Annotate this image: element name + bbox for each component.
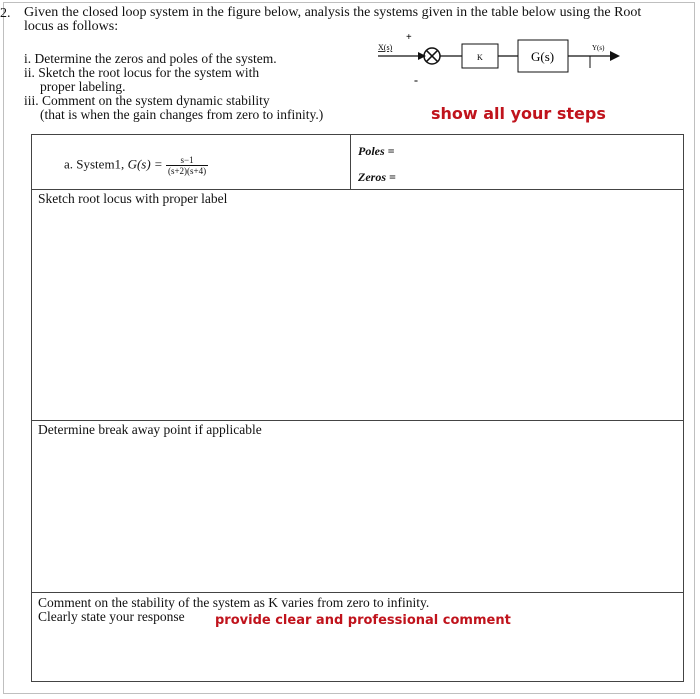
tf-numerator: s−1 — [166, 155, 208, 166]
gain-label: K — [477, 53, 483, 62]
question-number: 2. — [0, 6, 11, 21]
plus-sign: + — [406, 32, 412, 43]
system-cell — [64, 155, 208, 176]
tf-denominator: (s+2)(s+4) — [167, 166, 207, 176]
question-intro: Given the closed loop system in the figure below, analysis the systems given in the table below using the Root locus as follows: — [24, 5, 642, 34]
zeros-label: Zeros = — [358, 170, 396, 184]
root-locus-label: Sketch root locus with proper label — [38, 191, 228, 206]
system-label: a. System1, — [64, 156, 125, 172]
comment-note: provide clear and professional comment — [215, 613, 511, 628]
item-ii-cont: proper labeling. — [40, 79, 126, 94]
item-iii-cont: (that is when the gain changes from zero to infinity.) — [40, 107, 324, 122]
minus-sign: - — [414, 73, 418, 87]
block-diagram — [370, 30, 640, 100]
poles-label: Poles = — [358, 144, 395, 158]
breakaway-label: Determine break away point if applicable — [38, 422, 262, 437]
output-label: Y(s) — [592, 44, 605, 52]
plant-label: G(s) — [531, 49, 555, 64]
item-ii: ii. Sketch the root locus for the system with — [24, 65, 260, 80]
item-iii: iii. Comment on the system dynamic stability — [24, 93, 270, 108]
input-label: X(s) — [378, 43, 393, 52]
steps-note: show all your steps — [431, 104, 606, 123]
comment-line-2: Clearly state your response — [38, 609, 185, 624]
item-i: i. Determine the zeros and poles of the system. — [24, 51, 277, 66]
gs-label: G(s) = — [127, 156, 163, 172]
comment-line-1: Comment on the stability of the system as K varies from zero to infinity. — [38, 595, 430, 610]
transfer-function — [166, 155, 208, 176]
answer-table — [31, 134, 684, 682]
